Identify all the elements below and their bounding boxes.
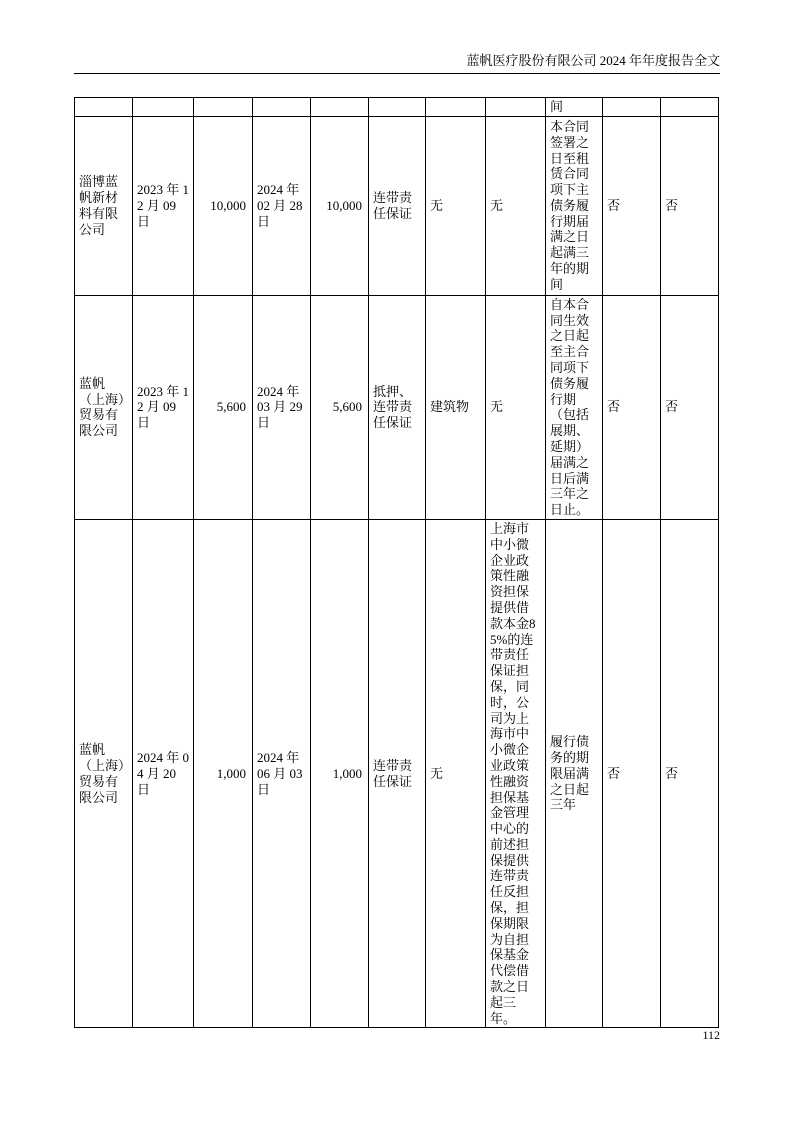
table-cell-fulfilled-flag: 否	[603, 519, 661, 1028]
table-cell	[311, 98, 369, 117]
table-cell-guarantee-limit: 1,000	[194, 519, 253, 1028]
table-cell	[133, 98, 194, 117]
table-cell-guarantee-period: 自本合同生效之日起至主合同项下债务履行期（包括展期、延期）届满之日后满三年之日止。	[546, 295, 603, 519]
table-cell-guarantee-type: 连带责任保证	[369, 519, 426, 1028]
page-number: 112	[702, 1028, 720, 1042]
table-cell-disclosure-date: 2023 年 12 月 09 日	[133, 295, 194, 519]
table-cell-occurrence-date: 2024 年 06 月 03 日	[253, 519, 311, 1028]
table-cell-occurrence-date: 2024 年 03 月 29 日	[253, 295, 311, 519]
table-cell-guarantee-object: 蓝帆（上海）贸易有限公司	[75, 519, 133, 1028]
table-cell-guarantee-object: 淄博蓝帆新材料有限公司	[75, 116, 133, 295]
table-cell-related-party-flag: 否	[661, 295, 719, 519]
table-cell: 间	[546, 98, 603, 117]
table-cell-actual-amount: 5,600	[311, 295, 369, 519]
table-cell-actual-amount: 10,000	[311, 116, 369, 295]
table-cell-guarantee-limit: 5,600	[194, 295, 253, 519]
table-cell-occurrence-date: 2024 年 02 月 28 日	[253, 116, 311, 295]
table-cell-related-party-flag: 否	[661, 116, 719, 295]
table-cell-guarantee-object: 蓝帆（上海）贸易有限公司	[75, 295, 133, 519]
table-cell-related-party-flag: 否	[661, 519, 719, 1028]
table-row	[75, 116, 719, 295]
table-cell-guarantee-period: 本合同签署之日至租赁合同项下主债务履行期届满之日起满三年的期间	[546, 116, 603, 295]
table-cell-fulfilled-flag: 否	[603, 295, 661, 519]
page-header	[74, 52, 720, 74]
table-cell-collateral: 无	[426, 116, 486, 295]
table-cell-counter-guarantee: 上海市中小微企业政策性融资担保提供借款本金85%的连带责任保证担保，同时，公司为上海市中小微企业政策性融资担保基金管理中心的前述担保提供连带责任反担保，担保期限为自担保基金代偿借款之日起三年。	[486, 519, 546, 1028]
table-cell-disclosure-date: 2024 年 04 月 20 日	[133, 519, 194, 1028]
table-cell-collateral: 无	[426, 519, 486, 1028]
table-cell-guarantee-period: 履行债务的期限届满之日起三年	[546, 519, 603, 1028]
table-cell	[75, 98, 133, 117]
table-cell-guarantee-type: 连带责任保证	[369, 116, 426, 295]
table-cell	[194, 98, 253, 117]
table-cell-disclosure-date: 2023 年 12 月 09 日	[133, 116, 194, 295]
table-cell-actual-amount: 1,000	[311, 519, 369, 1028]
guarantee-table	[74, 97, 719, 1028]
table-cell	[603, 98, 661, 117]
table-cell	[369, 98, 426, 117]
table-cell-counter-guarantee: 无	[486, 295, 546, 519]
report-title: 蓝帆医疗股份有限公司 2024 年年度报告全文	[466, 53, 720, 68]
table-cell	[486, 98, 546, 117]
table-cell-guarantee-type: 抵押、连带责任保证	[369, 295, 426, 519]
table-cell-fulfilled-flag: 否	[603, 116, 661, 295]
table-cell-collateral: 建筑物	[426, 295, 486, 519]
table-cell	[426, 98, 486, 117]
table-row	[75, 295, 719, 519]
table-cell	[661, 98, 719, 117]
table-row	[75, 519, 719, 1028]
table-cell-guarantee-limit: 10,000	[194, 116, 253, 295]
table-cell-counter-guarantee: 无	[486, 116, 546, 295]
table-row-continuation	[75, 98, 719, 117]
table-cell	[253, 98, 311, 117]
